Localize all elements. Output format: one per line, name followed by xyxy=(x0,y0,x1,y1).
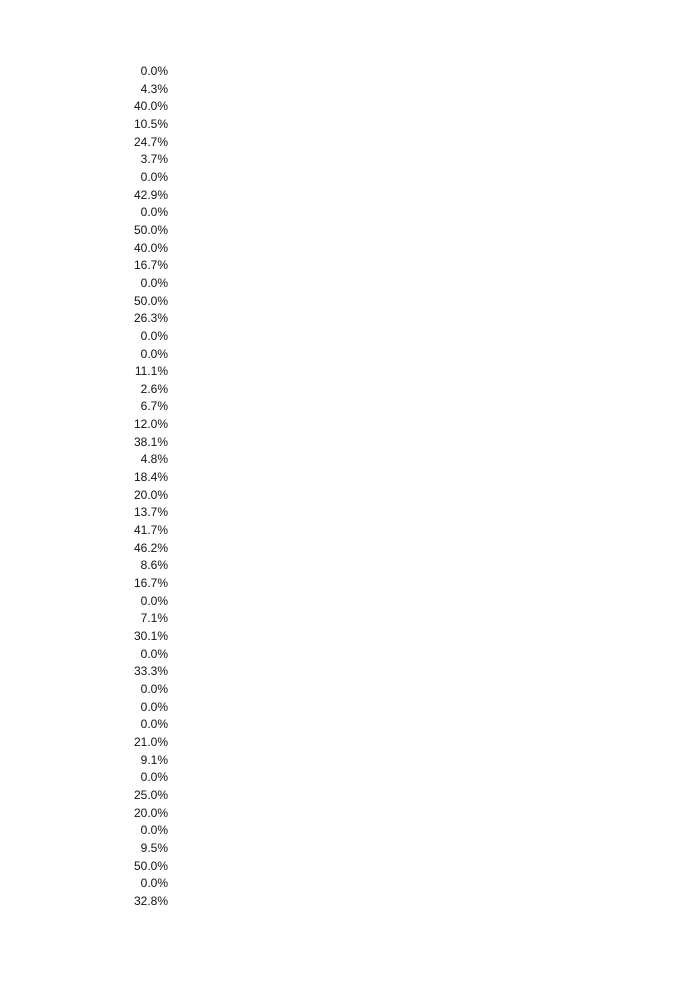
percentage-cell: 40.0% xyxy=(133,99,168,114)
percentage-cell: 9.1% xyxy=(140,752,168,767)
percentage-cell: 0.0% xyxy=(140,699,168,714)
percentage-cell: 4.3% xyxy=(140,81,168,96)
percentage-cell: 0.0% xyxy=(140,328,168,343)
percentage-cell: 25.0% xyxy=(133,787,168,802)
percentage-cell: 46.2% xyxy=(133,540,168,555)
percentage-cell: 11.1% xyxy=(134,364,168,379)
percentage-cell: 9.5% xyxy=(140,840,168,855)
percentage-cell: 41.7% xyxy=(133,523,168,538)
percentage-cell: 0.0% xyxy=(140,275,168,290)
percentage-cell: 30.1% xyxy=(133,629,168,643)
percentage-cell: 50.0% xyxy=(133,293,168,308)
percentage-cell: 0.0% xyxy=(140,169,168,184)
percentage-cell: 6.7% xyxy=(140,399,168,414)
percentage-cell: 50.0% xyxy=(133,222,168,237)
percentage-cell: 0.0% xyxy=(140,205,168,220)
percentage-cell: 0.0% xyxy=(140,876,168,891)
percentage-cell: 50.0% xyxy=(133,858,168,873)
percentage-cell: 18.4% xyxy=(133,470,168,485)
percentage-cell: 20.0% xyxy=(133,805,168,820)
percentage-cell: 0.0% xyxy=(140,681,168,696)
percentage-cell: 0.0% xyxy=(140,717,168,732)
percentage-cell: 12.0% xyxy=(133,417,168,432)
percentage-cell: 16.7% xyxy=(133,576,168,591)
percentage-cell: 26.3% xyxy=(133,311,168,326)
percentage-cell: 0.0% xyxy=(140,346,168,361)
percentage-cell: 0.0% xyxy=(140,646,168,661)
percentage-cell: 0.0% xyxy=(140,770,168,785)
percentage-cell: 24.7% xyxy=(133,134,168,149)
percentage-cell: 0.0% xyxy=(140,593,168,608)
percentage-cell: 3.7% xyxy=(140,152,168,167)
percentage-cell: 20.0% xyxy=(133,487,168,502)
percentage-cell: 7.1% xyxy=(140,611,168,626)
percentage-cell: 0.0% xyxy=(140,64,168,78)
percentage-cell: 8.6% xyxy=(140,558,168,573)
percentage-cell: 21.0% xyxy=(133,734,168,749)
percentage-cell: 40.0% xyxy=(133,240,168,255)
percentage-cell: 13.7% xyxy=(133,505,168,520)
percentage-cell: 32.8% xyxy=(133,893,168,908)
percentage-cell: 10.5% xyxy=(133,116,168,131)
percentage-cell: 16.7% xyxy=(133,258,168,273)
percentage-cell: 4.8% xyxy=(140,452,168,467)
percentage-cell: 42.9% xyxy=(133,187,168,202)
percentage-cell: 33.3% xyxy=(133,664,168,679)
percentage-cell: 2.6% xyxy=(140,381,168,396)
percentage-cell: 0.0% xyxy=(140,823,168,838)
percentage-column xyxy=(100,63,168,911)
percentage-cell: 38.1% xyxy=(133,434,168,449)
